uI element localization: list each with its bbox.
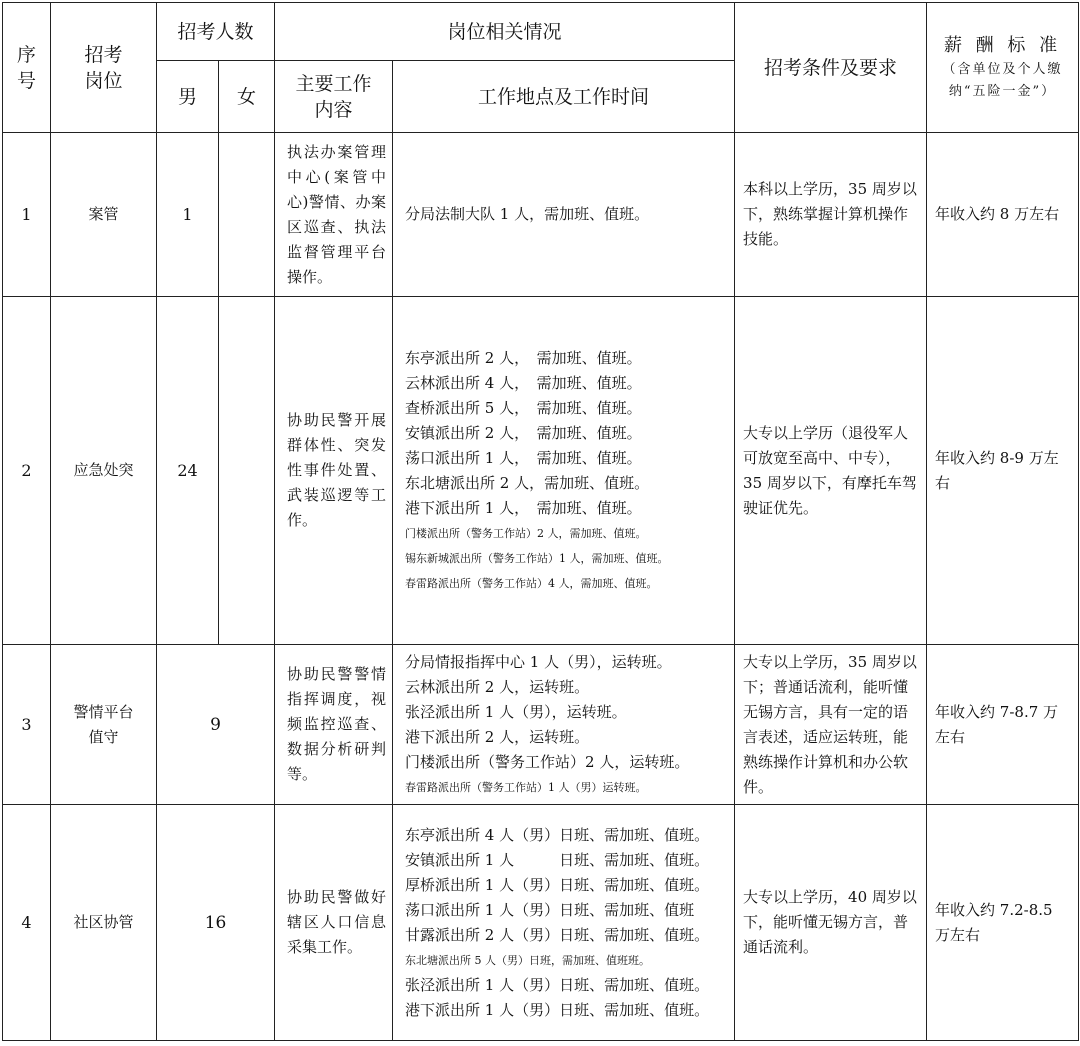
header-main-work: 主要工作 内容 [275, 61, 393, 133]
location-line: 甘露派出所 2 人（男）日班、需加班、值班。 [405, 925, 710, 944]
row-post: 案管 [51, 133, 157, 297]
location-line: 港下派出所 2 人，运转班。 [405, 727, 590, 746]
header-salary-sub: （含单位及个人缴纳“五险一金”） [942, 61, 1063, 99]
row-female [219, 133, 275, 297]
location-line: 荡口派出所 1 人（男）日班、需加班、值班 [405, 900, 695, 919]
row-post: 社区协管 [51, 805, 157, 1041]
location-line: 云林派出所 4 人， 需加班、值班。 [405, 373, 642, 392]
location-line: 安镇派出所 2 人， 需加班、值班。 [405, 423, 642, 442]
table-row [3, 297, 1079, 645]
location-line-small: 门楼派出所（警务工作站）2 人，需加班、值班。 [405, 526, 647, 540]
location-line: 东亭派出所 4 人（男）日班、需加班、值班。 [405, 825, 710, 844]
row-requirements: 本科以上学历，35 周岁以下，熟练掌握计算机操作技能。 [735, 133, 927, 297]
row-post: 警情平台 值守 [51, 645, 157, 805]
header-post-info: 岗位相关情况 [275, 3, 735, 61]
row-locations [393, 805, 735, 1041]
header-male: 男 [157, 61, 219, 133]
location-line: 东亭派出所 2 人， 需加班、值班。 [405, 348, 642, 367]
row-requirements: 大专以上学历（退役军人可放宽至高中、中专），35 周岁以下，有摩托车驾驶证优先。 [735, 297, 927, 645]
row-count-combined: 9 [157, 645, 275, 805]
row-locations [393, 645, 735, 805]
header-requirements: 招考条件及要求 [735, 3, 927, 133]
location-line: 港下派出所 1 人（男）日班、需加班、值班。 [405, 1000, 710, 1019]
table-row [3, 645, 1079, 805]
row-seq: 1 [3, 133, 51, 297]
row-requirements: 大专以上学历，35 周岁以下；普通话流利，能听懂无锡方言，具有一定的语言表述，适应运转班，能熟练操作计算机和办公软件。 [735, 645, 927, 805]
row-content: 协助民警开展群体性、突发性事件处置、武装巡逻等工作。 [275, 297, 393, 645]
row-seq: 2 [3, 297, 51, 645]
recruitment-table [2, 2, 1079, 1041]
location-line: 查桥派出所 5 人， 需加班、值班。 [405, 398, 642, 417]
header-location-time: 工作地点及工作时间 [393, 61, 735, 133]
location-line: 东北塘派出所 2 人，需加班、值班。 [405, 473, 650, 492]
row-salary: 年收入约 7-8.7 万左右 [927, 645, 1079, 805]
location-line: 张泾派出所 1 人（男）日班、需加班、值班。 [405, 975, 710, 994]
row-locations [393, 133, 735, 297]
location-line-small: 春雷路派出所（警务工作站）1 人（男）运转班。 [405, 780, 647, 794]
header-seq: 序 号 [3, 3, 51, 133]
row-content: 执法办案管理中心(案管中心)警情、办案区巡查、执法监督管理平台操作。 [275, 133, 393, 297]
row-count-combined: 16 [157, 805, 275, 1041]
row-salary: 年收入约 8-9 万左右 [927, 297, 1079, 645]
location-line: 港下派出所 1 人， 需加班、值班。 [405, 498, 642, 517]
row-male: 1 [157, 133, 219, 297]
row-requirements: 大专以上学历，40 周岁以下，能听懂无锡方言，普通话流利。 [735, 805, 927, 1041]
location-line-small: 春雷路派出所（警务工作站）4 人，需加班、值班。 [405, 576, 658, 590]
header-female: 女 [219, 61, 275, 133]
row-salary: 年收入约 7.2-8.5 万左右 [927, 805, 1079, 1041]
row-locations [393, 297, 735, 645]
location-line: 云林派出所 2 人，运转班。 [405, 677, 590, 696]
row-seq: 3 [3, 645, 51, 805]
location-line-small: 锡东新城派出所（警务工作站）1 人，需加班、值班。 [405, 551, 669, 565]
header-salary [927, 3, 1079, 133]
header-count: 招考人数 [157, 3, 275, 61]
header-salary-title: 薪 酬 标 准 [943, 34, 1062, 56]
location-line: 荡口派出所 1 人， 需加班、值班。 [405, 448, 642, 467]
row-seq: 4 [3, 805, 51, 1041]
location-line: 分局法制大队 1 人，需加班、值班。 [405, 205, 650, 223]
row-male: 24 [157, 297, 219, 645]
header-post: 招考 岗位 [51, 3, 157, 133]
table-row [3, 133, 1079, 297]
location-line-small: 东北塘派出所 5 人（男）日班，需加班、值班班。 [405, 953, 651, 967]
location-line: 厚桥派出所 1 人（男）日班、需加班、值班。 [405, 875, 710, 894]
location-line: 安镇派出所 1 人 日班、需加班、值班。 [405, 850, 710, 869]
row-content: 协助民警警情指挥调度，视频监控巡查、数据分析研判等。 [275, 645, 393, 805]
location-line: 张泾派出所 1 人（男），运转班。 [405, 702, 627, 721]
row-content: 协助民警做好辖区人口信息采集工作。 [275, 805, 393, 1041]
row-salary: 年收入约 8 万左右 [927, 133, 1079, 297]
row-post: 应急处突 [51, 297, 157, 645]
location-line: 门楼派出所（警务工作站）2 人，运转班。 [405, 752, 690, 771]
location-line: 分局情报指挥中心 1 人（男），运转班。 [405, 652, 672, 671]
row-female [219, 297, 275, 645]
table-row [3, 805, 1079, 1041]
